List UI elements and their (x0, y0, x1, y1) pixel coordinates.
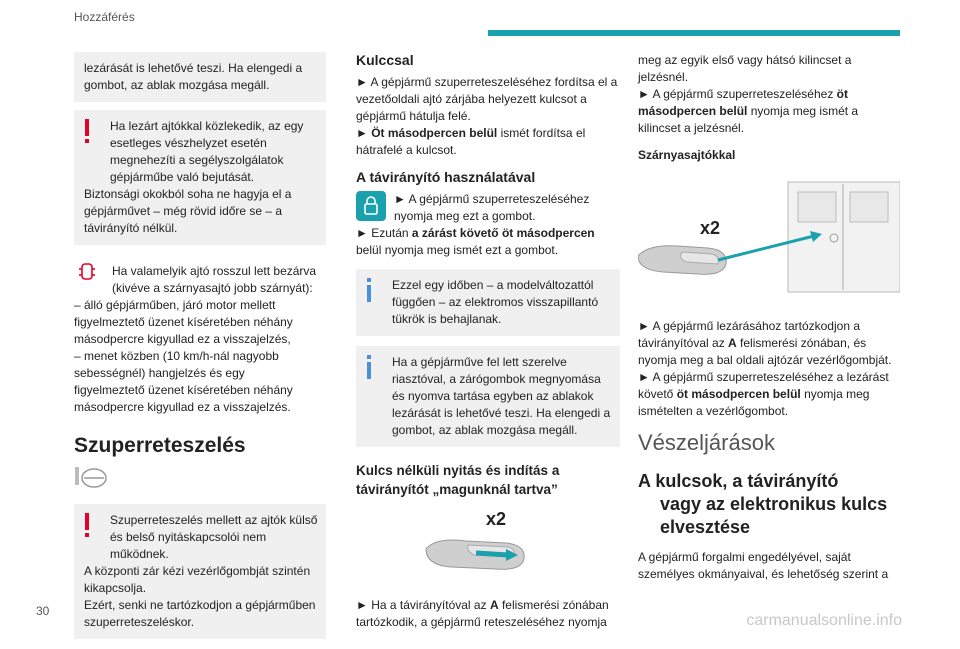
wing-door-step-2: ► A gépjármű szuperreteszeléséhez a lezárást követő öt másodpercen belül nyomja meg ismételten a vezérlőgombot. (638, 370, 889, 418)
warning-exclamation-icon (82, 119, 92, 150)
watermark: carmanualsonline.info (746, 612, 902, 629)
door-note-text-3: – menet közben (10 km/h-nál nagyobb sebességnél) hangjelzés és egy figyelmeztető üzenet kíséretében néhány másodpercre kigyullad ez a visszajelzés. (74, 349, 293, 414)
door-note-text-2: – álló gépjárműben, járó motor mellett figyelmeztető üzenet kíséretében néhány másodpercre kigyullad ez a visszajelzés, (74, 298, 293, 346)
deadlock-warning-1: Szuperreteszelés mellett az ajtók külső és belső nyitáskapcsolói nem működnek. (110, 513, 318, 561)
warning-note-locked-doors (74, 110, 326, 245)
info-icon (364, 355, 374, 384)
keyless-step-2: ► A gépjármű szuperreteszeléséhez öt másodpercen belül nyomja meg ismét a kilincset a jelzésnél. (638, 87, 859, 135)
warning-text-2: Biztonsági okokból soha ne hagyja el a gépjárművet – még rövid időre se – a távirányító nélkül. (84, 187, 292, 235)
heading-veszeljarasok: Vészeljárások (638, 430, 775, 455)
key-step-2: ► Öt másodpercen belül ismét fordítsa el hátrafelé a kulcsot. (356, 126, 586, 157)
remote-step-block (356, 191, 620, 259)
header-accent-bar (488, 30, 900, 36)
remote-step-1: ► A gépjármű szuperreteszeléséhez nyomja meg ezt a gombot. (394, 192, 590, 223)
heading-szarnyasajtokkal: Szárnyasajtókkal (638, 148, 736, 162)
key-step-1: ► A gépjármű szuperreteszeléséhez fordítsa el a vezetőoldali ajtó zárjába helyezett kulcsot a gépjármű hátulja felé. (356, 75, 618, 123)
deadlock-icon (74, 466, 326, 492)
keyless-step-1-cont: meg az egyik első vagy hátsó kilincset a jelzésnél. (638, 53, 852, 84)
keyless-step-1: ► Ha a távirányítóval az A felismerési zónában tartózkodik, a gépjármű reteszeléséhez nyomja (356, 598, 609, 629)
warning-text-1: Ha lezárt ajtókkal közlekedik, az egy esetleges vészhelyzet esetén megnehezíti a segélyszolgálatok gépjárműbe való bejutását. (110, 119, 304, 184)
heading-szuperreteszeles: Szuperreteszelés (74, 434, 246, 457)
column-2 (356, 52, 620, 631)
warning-note-deadlock (74, 504, 326, 639)
deadlock-warning-2: A központi zár kézi vezérlőgombját szintén kikapcsolja. (84, 564, 311, 595)
lost-keys-text: A gépjármű forgalmi engedélyével, saját személyes okmányaival, és lehetőség szerint a (638, 550, 889, 581)
warning-exclamation-icon (82, 513, 92, 544)
door-open-warning-icon (76, 261, 98, 288)
info-note-alarm (356, 346, 620, 447)
press-twice-label: x2 (700, 218, 721, 238)
remote-step-2: ► Ezután a zárást követő öt másodpercen belül nyomja meg ismét ezt a gombot. (356, 226, 595, 257)
info-icon (364, 278, 374, 307)
column-1 (74, 52, 326, 649)
deadlock-warning-3: Ezért, senki ne tartózkodjon a gépjárműben szuperreteszeléskor. (84, 598, 316, 629)
press-twice-label: x2 (486, 509, 507, 529)
lock-button-icon (356, 191, 386, 226)
info-text-mirrors: Ezzel egy időben – a modelváltozattól függően – az elektromos visszapillantó tükrök is behajlanak. (392, 278, 599, 326)
keyless-handle-figure (356, 507, 620, 585)
heading-kulccsal: Kulccsal (356, 52, 414, 68)
door-note-text-1: Ha valamelyik ajtó rosszul lett bezárva (kivéve a szárnyasajtó jobb szárnyát): (112, 264, 317, 295)
heading-keyless: Kulcs nélküli nyitás és indítás a távirányítót „magunknál tartva” (356, 463, 560, 497)
info-box-continued: lezárását is lehetővé teszi. Ha elengedi a gombot, az ablak mozgása megáll. (74, 52, 326, 102)
column-3 (638, 52, 900, 583)
heading-taviranyito: A távirányító használatával (356, 169, 536, 185)
section-header: Hozzáférés (74, 10, 135, 24)
wing-door-step-1: ► A gépjármű lezárásához tartózkodjon a távirányítóval az A felismerési zónában, és nyomja meg a bal oldali ajtózár vezérlőgombját. (638, 319, 892, 367)
heading-lost-keys: A kulcsok, a távirányító vagy az elektronikus kulcs elvesztése (638, 471, 888, 537)
info-note-mirrors (356, 269, 620, 336)
info-text-alarm: Ha a gépjárműve fel lett szerelve riasztóval, a zárógombok megnyomása és nyomva tartása egyben az ablakok lezárását is lehetővé teszi. Ha elengedi a gombot, az ablak mozgása megáll. (392, 355, 611, 437)
note-door-ajar (74, 255, 326, 424)
page-number: 30 (36, 604, 50, 618)
rear-door-figure (638, 178, 900, 298)
